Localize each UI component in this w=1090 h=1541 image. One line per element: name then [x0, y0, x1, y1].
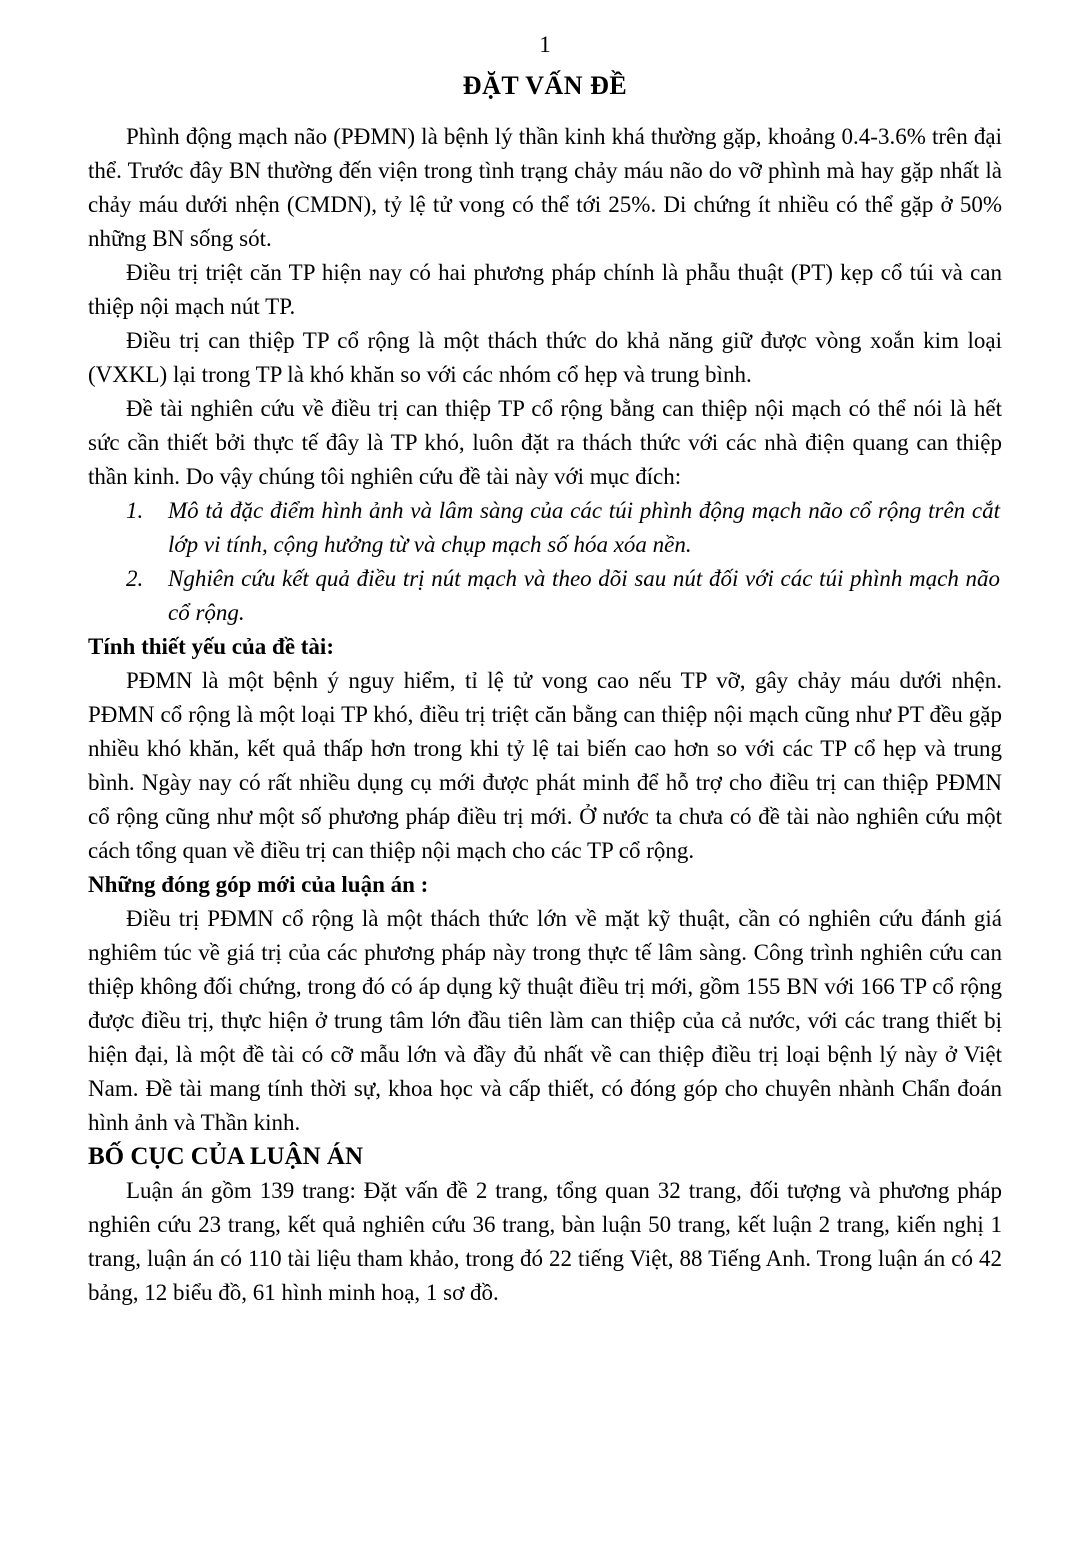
- objective-number-1: 1.: [126, 498, 144, 523]
- paragraph-thesis-structure: Luận án gồm 139 trang: Đặt vấn đề 2 trang, tổng quan 32 trang, đối tượng và phương pháp nghiên cứu 23 trang, kết quả nghiên cứu 36 trang, bàn luận 50 trang, kết luận 2 trang, kiến nghị 1 trang, luận án có 110 tài liệu tham khảo, trong đó 22 tiếng Việt, 88 Tiếng Anh. Trong luận án có 42 bảng, 12 biểu đồ, 61 hình minh hoạ, 1 sơ đồ.: [88, 1178, 1002, 1305]
- objective-text-1: Mô tả đặc điểm hình ảnh và lâm sàng của các túi phình động mạch não cổ rộng trên cắt lớp vi tính, cộng hưởng từ và chụp mạch số hóa xóa nền.: [168, 498, 1000, 557]
- paragraph-intro-1: Phình động mạch não (PĐMN) là bệnh lý thần kinh khá thường gặp, khoảng 0.4-3.6% trên đại thể. Trước đây BN thường đến viện trong tình trạng chảy máu não do vỡ phình mà hay gặp nhất là chảy máu dưới nhện (CMDN), tỷ lệ tử vong có thể tới 25%. Di chứng ít nhiều có thể gặp ở 50% những BN sống sót.: [88, 124, 1002, 251]
- objective-item-1: [126, 494, 1002, 562]
- paragraph-contributions: Điều trị PĐMN cổ rộng là một thách thức lớn về mặt kỹ thuật, cần có nghiên cứu đánh giá nghiêm túc về giá trị của các phương pháp này trong thực tế lâm sàng. Công trình nghiên cứu can thiệp không đối chứng, trong đó có áp dụng kỹ thuật điều trị mới, gồm 155 BN với 166 TP cổ rộng được điều trị, thực hiện ở trung tâm lớn đầu tiên làm can thiệp của cả nước, với các trang thiết bị hiện đại, là một đề tài có cỡ mẫu lớn và đầy đủ nhất về can thiệp điều trị loại bệnh lý này ở Việt Nam. Đề tài mang tính thời sự, khoa học và cấp thiết, có đóng góp cho chuyên nhành Chẩn đoán hình ảnh và Thần kinh.: [88, 906, 1002, 1135]
- section-heading-necessity: Tính thiết yếu của đề tài:: [88, 634, 334, 659]
- paragraph-necessity: PĐMN là một bệnh ý nguy hiểm, tỉ lệ tử vong cao nếu TP vỡ, gây chảy máu dưới nhện. PĐMN cổ rộng là một loại TP khó, điều trị triệt căn bằng can thiệp nội mạch cũng như PT đều gặp nhiều khó khăn, kết quả thấp hơn trong khi tỷ lệ tai biến cao hơn so với các TP cổ hẹp và trung bình. Ngày nay có rất nhiều dụng cụ mới được phát minh để hỗ trợ cho điều trị can thiệp PĐMN cổ rộng cũng như một số phương pháp điều trị mới. Ở nước ta chưa có đề tài nào nghiên cứu một cách tổng quan về điều trị can thiệp nội mạch cho các TP cổ rộng.: [88, 668, 1002, 863]
- objective-item-2: [126, 562, 1002, 630]
- objectives-list: [126, 494, 1002, 630]
- section-heading-contributions: Những đóng góp mới của luận án :: [88, 872, 429, 897]
- objective-text-2: Nghiên cứu kết quả điều trị nút mạch và theo dõi sau nút đối với các túi phình mạch não cổ rộng.: [168, 566, 1000, 625]
- paragraph-intro-4: Đề tài nghiên cứu về điều trị can thiệp TP cổ rộng bằng can thiệp nội mạch có thể nói là hết sức cần thiết bởi thực tế đây là TP khó, luôn đặt ra thách thức với các nhà điện quang can thiệp thần kinh. Do vậy chúng tôi nghiên cứu đề tài này với mục đích:: [88, 396, 1002, 489]
- page-title: ĐẶT VẤN ĐỀ: [462, 71, 628, 100]
- section-heading-thesis-structure: BỐ CỤC CỦA LUẬN ÁN: [88, 1143, 364, 1170]
- objective-number-2: 2.: [126, 566, 144, 591]
- paragraph-intro-2: Điều trị triệt căn TP hiện nay có hai phương pháp chính là phẫu thuật (PT) kẹp cổ túi và can thiệp nội mạch nút TP.: [88, 260, 1002, 319]
- paragraph-intro-3: Điều trị can thiệp TP cổ rộng là một thách thức do khả năng giữ được vòng xoắn kim loại (VXKL) lại trong TP là khó khăn so với các nhóm cổ hẹp và trung bình.: [88, 328, 1002, 387]
- page-number: 1: [539, 32, 551, 57]
